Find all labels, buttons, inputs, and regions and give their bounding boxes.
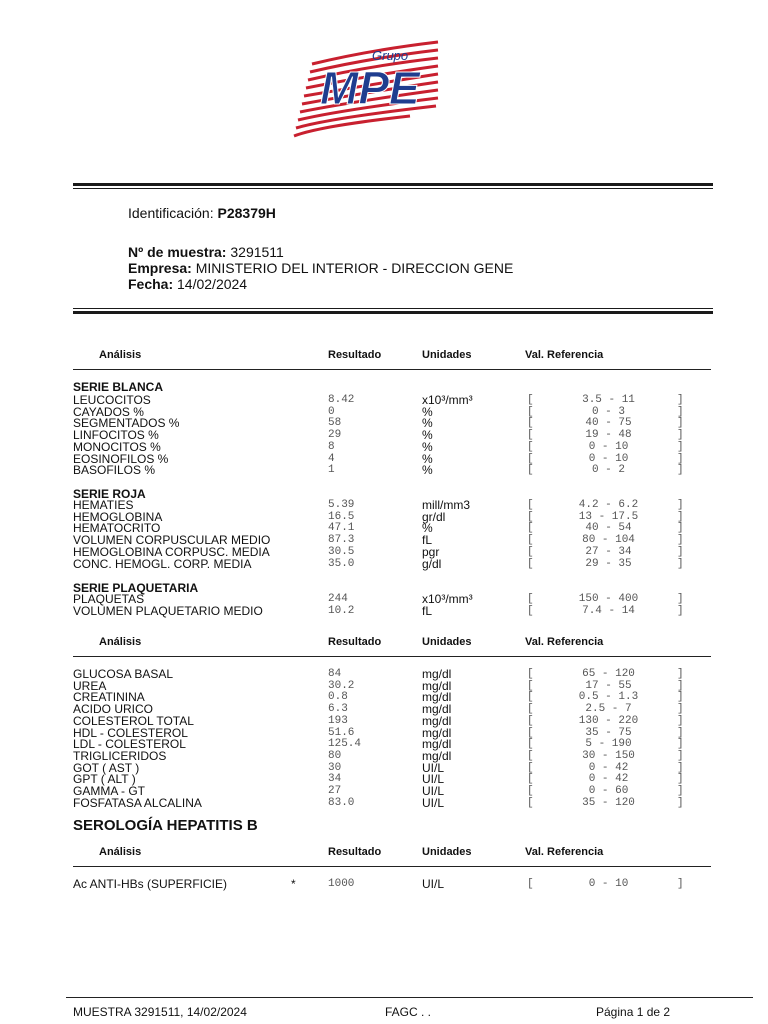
unit: % <box>422 451 433 466</box>
analysis-name: FOSFATASA ALCALINA <box>73 795 202 810</box>
table-row <box>0 464 768 476</box>
unit: % <box>422 416 433 431</box>
reference-bracket-close: ] <box>677 749 684 762</box>
reference-bracket-open: [ <box>527 604 534 617</box>
header-rule-bottom-thin <box>73 308 713 309</box>
analysis-name: HDL - COLESTEROL <box>73 725 188 740</box>
reference-bracket-open: [ <box>527 405 534 418</box>
reference-bracket-open: [ <box>527 679 534 692</box>
reference-bracket-open: [ <box>527 394 534 406</box>
reference-bracket-close: ] <box>677 785 684 797</box>
analysis-name: HEMOGLOBINA <box>73 509 163 524</box>
unit: mg/dl <box>422 713 452 728</box>
unit: pgr <box>422 544 440 559</box>
result-value: 8.42 <box>328 394 355 406</box>
result-value: 80 <box>328 749 342 762</box>
company-label: Empresa: <box>128 260 192 276</box>
header-rule-top-thin <box>73 188 713 189</box>
reference-bracket-close: ] <box>677 405 684 418</box>
analysis-name: GOT ( AST ) <box>73 760 140 775</box>
analysis-name: HEMATOCRITO <box>73 521 161 536</box>
reference-bracket-close: ] <box>677 394 684 406</box>
reference-bracket-close: ] <box>677 761 684 774</box>
reference-bracket-close: ] <box>677 499 684 511</box>
reference-bracket-close: ] <box>677 557 684 570</box>
analysis-name: MONOCITOS % <box>73 439 161 454</box>
reference-bracket-close: ] <box>677 726 684 739</box>
reference-bracket-close: ] <box>677 429 684 442</box>
unit: % <box>422 428 433 443</box>
unit: g/dl <box>422 556 442 571</box>
table-row <box>0 878 768 890</box>
result-value: 193 <box>328 714 348 727</box>
analysis-name: COLESTEROL TOTAL <box>73 713 194 728</box>
result-value: 58 <box>328 417 342 430</box>
column-separator <box>73 656 711 657</box>
logo-mpe-text: MPE <box>320 62 420 114</box>
reference-bracket-close: ] <box>677 668 684 680</box>
reference-bracket-open: [ <box>527 417 534 430</box>
unit: % <box>422 521 433 536</box>
reference-bracket-open: [ <box>527 714 534 727</box>
table-row <box>0 558 768 570</box>
reference-bracket-open: [ <box>527 557 534 570</box>
unit: UI/L <box>422 784 445 798</box>
result-value: 27 <box>328 785 342 797</box>
reference-range: 7.4 - 14 <box>582 604 635 617</box>
footer-code: FAGC . . <box>385 1005 432 1019</box>
company-line <box>128 260 513 276</box>
result-value: 29 <box>328 429 342 442</box>
identification-label: Identificación: <box>128 205 214 221</box>
reference-bracket-close: ] <box>677 593 684 605</box>
reference-range: 13 - 17.5 <box>578 510 639 523</box>
reference-bracket-open: [ <box>527 785 534 797</box>
reference-range: 19 - 48 <box>585 429 632 442</box>
unit: fL <box>422 533 433 548</box>
reference-bracket-close: ] <box>677 738 684 751</box>
analysis-name: HEMOGLOBINA CORPUSC. MEDIA <box>73 544 270 559</box>
reference-range: 30 - 150 <box>582 749 635 762</box>
unit: mg/dl <box>422 667 452 681</box>
reference-bracket-close: ] <box>677 417 684 430</box>
unit: fL <box>422 603 433 618</box>
reference-bracket-open: [ <box>527 878 534 890</box>
sample-label: Nº de muestra: <box>128 244 227 260</box>
reference-bracket-close: ] <box>677 703 684 716</box>
footer-page: Página 1 de 2 <box>596 1005 671 1019</box>
result-value: 30.2 <box>328 679 355 692</box>
reference-range: 0 - 2 <box>591 464 625 477</box>
reference-range: 3.5 - 11 <box>582 394 635 406</box>
unit: UI/L <box>422 760 445 775</box>
company-logo <box>290 36 440 138</box>
reference-range: 80 - 104 <box>582 534 635 547</box>
reference-bracket-open: [ <box>527 691 534 704</box>
col-analysis: Análisis <box>99 636 142 648</box>
unit: mg/dl <box>422 678 452 693</box>
analysis-name: TRIGLICERIDOS <box>73 748 167 763</box>
analysis-name: SEGMENTADOS % <box>73 416 180 431</box>
unit: gr/dl <box>422 509 446 524</box>
reference-range: 35 - 75 <box>585 726 632 739</box>
analysis-name: CREATININA <box>73 690 145 705</box>
section-title-red-series: SERIE ROJA <box>73 487 146 501</box>
reference-range: 0.5 - 1.3 <box>578 691 639 704</box>
reference-range: 29 - 35 <box>585 557 632 570</box>
reference-bracket-open: [ <box>527 761 534 774</box>
unit: UI/L <box>422 772 445 787</box>
unit: UI/L <box>422 795 445 810</box>
analysis-name: LINFOCITOS % <box>73 428 159 443</box>
identification-line <box>128 205 276 221</box>
reference-bracket-open: [ <box>527 593 534 605</box>
header-rule-top <box>73 183 713 186</box>
column-separator <box>73 369 711 370</box>
analysis-name: EOSINOFILOS % <box>73 451 169 466</box>
reference-range: 0 - 10 <box>588 452 629 465</box>
col-units: Unidades <box>422 349 472 361</box>
result-value: 16.5 <box>328 510 355 523</box>
result-value: 1000 <box>328 878 355 890</box>
analysis-name: GPT ( ALT ) <box>73 772 136 787</box>
unit: % <box>422 463 433 478</box>
reference-bracket-open: [ <box>527 703 534 716</box>
analysis-name: CONC. HEMOGL. CORP. MEDIA <box>73 556 252 571</box>
reference-range: 27 - 34 <box>585 545 632 558</box>
unit: mg/dl <box>422 702 452 717</box>
unit: mg/dl <box>422 725 452 740</box>
analysis-name: VOLUMEN PLAQUETARIO MEDIO <box>73 603 263 618</box>
reference-bracket-close: ] <box>677 534 684 547</box>
result-value: 35.0 <box>328 557 355 570</box>
reference-range: 130 - 220 <box>578 714 639 727</box>
reference-bracket-open: [ <box>527 738 534 751</box>
result-value: 5.39 <box>328 499 355 511</box>
table-row <box>0 668 768 680</box>
reference-range: 35 - 120 <box>582 796 635 809</box>
sample-value: 3291511 <box>230 244 284 260</box>
logo-grupo-text: Grupo <box>372 48 409 63</box>
unit: % <box>422 439 433 454</box>
result-value: 10.2 <box>328 604 355 617</box>
reference-bracket-open: [ <box>527 452 534 465</box>
reference-bracket-open: [ <box>527 510 534 523</box>
table-row <box>0 605 768 617</box>
col-result: Resultado <box>328 846 382 858</box>
reference-bracket-close: ] <box>677 796 684 809</box>
reference-range: 2.5 - 7 <box>585 703 632 716</box>
result-value: 4 <box>328 452 335 465</box>
analysis-name: UREA <box>73 678 107 693</box>
analysis-name: BASOFILOS % <box>73 463 156 478</box>
reference-range: 0 - 42 <box>588 761 629 774</box>
reference-bracket-close: ] <box>677 691 684 704</box>
result-value: 30 <box>328 761 342 774</box>
table-row <box>0 441 768 453</box>
reference-range: 0 - 3 <box>591 405 625 418</box>
reference-bracket-open: [ <box>527 440 534 453</box>
reference-bracket-open: [ <box>527 796 534 809</box>
col-units: Unidades <box>422 846 472 858</box>
reference-bracket-open: [ <box>527 534 534 547</box>
reference-bracket-open: [ <box>527 499 534 511</box>
reference-range: 4.2 - 6.2 <box>578 499 639 511</box>
reference-bracket-close: ] <box>677 522 684 535</box>
reference-bracket-close: ] <box>677 604 684 617</box>
reference-bracket-open: [ <box>527 773 534 786</box>
reference-range: 17 - 55 <box>585 679 632 692</box>
unit: x10³/mm³ <box>422 592 473 606</box>
col-reference: Val. Referencia <box>525 349 604 361</box>
analysis-name: HEMATIES <box>73 498 134 512</box>
reference-range: 65 - 120 <box>582 668 635 680</box>
section-title-serology: SEROLOGÍA HEPATITIS B <box>73 817 258 834</box>
result-value: 51.6 <box>328 726 355 739</box>
unit: mg/dl <box>422 690 452 705</box>
unit: mg/dl <box>422 748 452 763</box>
reference-bracket-close: ] <box>677 545 684 558</box>
result-value: 0.8 <box>328 691 348 704</box>
reference-bracket-close: ] <box>677 679 684 692</box>
sample-line <box>128 244 284 260</box>
unit: mill/mm3 <box>422 498 470 512</box>
reference-range: 40 - 75 <box>585 417 632 430</box>
result-value: 84 <box>328 668 342 680</box>
reference-range: 0 - 60 <box>588 785 629 797</box>
reference-range: 150 - 400 <box>578 593 639 605</box>
company-value: MINISTERIO DEL INTERIOR - DIRECCION GENE <box>195 260 514 276</box>
result-value: 87.3 <box>328 534 355 547</box>
unit: mg/dl <box>422 737 452 752</box>
reference-range: 40 - 54 <box>585 522 632 535</box>
reference-range: 0 - 10 <box>588 878 629 890</box>
reference-bracket-open: [ <box>527 545 534 558</box>
table-row <box>0 546 768 558</box>
date-value: 14/02/2024 <box>177 276 248 292</box>
section-title-white-series: SERIE BLANCA <box>73 380 164 394</box>
reference-bracket-open: [ <box>527 749 534 762</box>
footer-sample: MUESTRA 3291511, 14/02/2024 <box>73 1005 247 1019</box>
result-value: 1 <box>328 464 335 477</box>
reference-bracket-close: ] <box>677 878 684 890</box>
result-value: 125.4 <box>328 738 362 751</box>
analysis-name: PLAQUETAS <box>73 592 145 606</box>
reference-bracket-close: ] <box>677 452 684 465</box>
result-flag: * <box>291 877 296 891</box>
analysis-name: LDL - COLESTEROL <box>73 737 186 752</box>
header-rule-bottom <box>73 311 713 314</box>
result-value: 8 <box>328 440 335 453</box>
result-value: 0 <box>328 405 335 418</box>
col-analysis: Análisis <box>99 846 142 858</box>
reference-bracket-close: ] <box>677 714 684 727</box>
result-value: 47.1 <box>328 522 355 535</box>
analysis-name: GLUCOSA BASAL <box>73 667 174 681</box>
logo-graphic <box>290 36 440 138</box>
analysis-name: LEUCOCITOS <box>73 393 151 407</box>
result-value: 83.0 <box>328 796 355 809</box>
reference-bracket-open: [ <box>527 464 534 477</box>
reference-bracket-open: [ <box>527 726 534 739</box>
table-row <box>0 797 768 809</box>
column-separator <box>73 866 711 867</box>
analysis-name: ACIDO URICO <box>73 702 154 717</box>
col-units: Unidades <box>422 636 472 648</box>
analysis-name: Ac ANTI-HBs (SUPERFICIE) <box>73 877 228 891</box>
reference-bracket-open: [ <box>527 429 534 442</box>
reference-bracket-close: ] <box>677 510 684 523</box>
reference-range: 0 - 42 <box>588 773 629 786</box>
analysis-name: VOLUMEN CORPUSCULAR MEDIO <box>73 533 271 548</box>
col-reference: Val. Referencia <box>525 636 604 648</box>
result-value: 6.3 <box>328 703 348 716</box>
unit: x10³/mm³ <box>422 393 473 407</box>
analysis-name: CAYADOS % <box>73 404 144 419</box>
col-result: Resultado <box>328 636 382 648</box>
reference-bracket-open: [ <box>527 522 534 535</box>
date-label: Fecha: <box>128 276 174 292</box>
reference-bracket-close: ] <box>677 464 684 477</box>
reference-range: 5 - 190 <box>585 738 632 751</box>
col-analysis: Análisis <box>99 349 142 361</box>
reference-bracket-open: [ <box>527 668 534 680</box>
reference-range: 0 - 10 <box>588 440 629 453</box>
col-reference: Val. Referencia <box>525 846 604 858</box>
reference-bracket-close: ] <box>677 440 684 453</box>
table-row <box>0 715 768 727</box>
section-title-platelet-series: SERIE PLAQUETARIA <box>73 581 199 595</box>
identification-value: P28379H <box>217 205 276 221</box>
unit: UI/L <box>422 877 445 891</box>
footer-rule <box>66 997 753 998</box>
result-value: 244 <box>328 593 348 605</box>
col-result: Resultado <box>328 349 382 361</box>
analysis-name: GAMMA - GT <box>73 784 145 798</box>
unit: % <box>422 404 433 419</box>
result-value: 34 <box>328 773 342 786</box>
reference-bracket-close: ] <box>677 773 684 786</box>
result-value: 30.5 <box>328 545 355 558</box>
date-line <box>128 276 247 292</box>
